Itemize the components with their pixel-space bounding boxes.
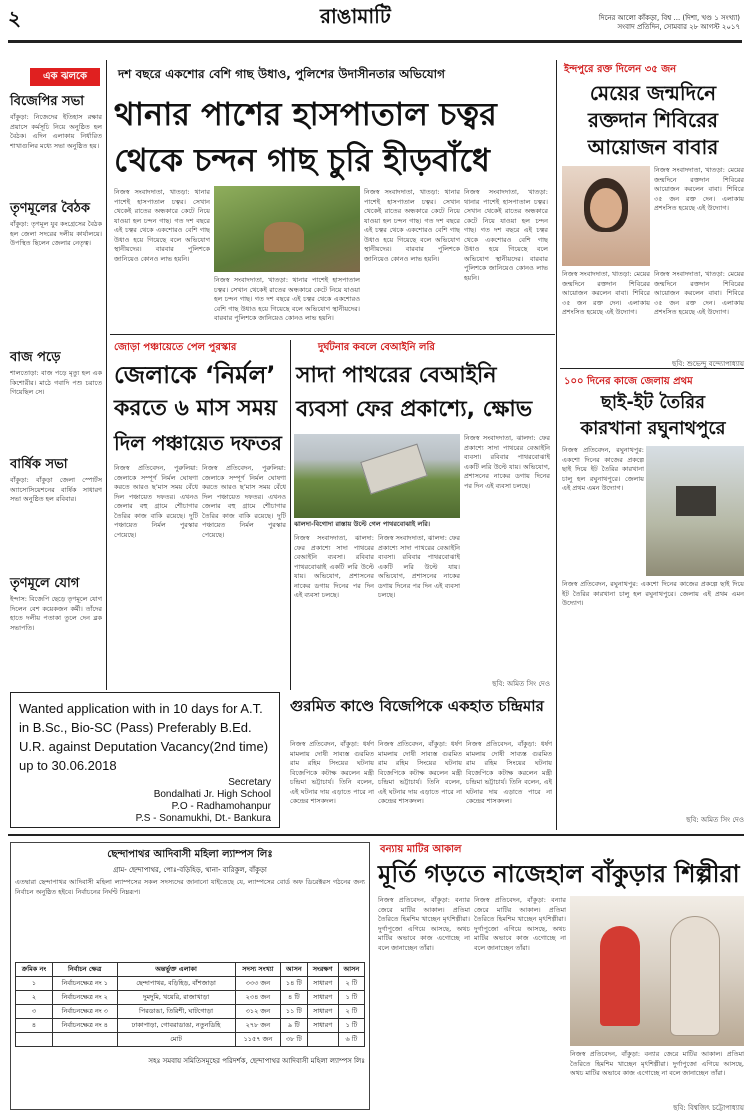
artisan-figure bbox=[600, 926, 640, 1026]
column-rule bbox=[290, 340, 291, 690]
birthday-body-col-2: নিজস্ব সংবাদদাতা, খাতড়া: মেয়ের জন্মদিনে রক্তদান শিবিরের আয়োজন করলেন বাবা। শিবিরে ৩৫ জন রক্ত দেন। এলাকায় প্রশংসিত হয়েছে এই উদ্যোগ। bbox=[562, 270, 650, 316]
nirmal-kicker: জোড়া পঞ্চায়েতে পেল পুরস্কার bbox=[114, 342, 237, 353]
plaque-shape bbox=[676, 486, 716, 516]
birthday-photo-girl bbox=[562, 166, 650, 266]
chandrima-headline: গুরমিত কাণ্ডে বিজেপিকে একহাত চন্দ্রিমার bbox=[290, 697, 544, 715]
brick-headline-1: ছাই-ইট তৈরির bbox=[600, 392, 706, 413]
table-cell: ১১ টি bbox=[281, 1005, 307, 1019]
table-cell: সাধারণ bbox=[307, 977, 338, 991]
lead-body-continued: নিজস্ব সংবাদদাতা, খাতড়া: থানার পাশেই হাসপাতাল চত্বর। সেখান থেকেই রাতের অন্ধকারে কেটে নিয়ে যাওয়া হল চন্দন গাছ। গত দশ বছরে এই চত্বর থেকে একশোরও বেশি গাছ উধাও হয়ে গিয়েছে বলে অভিযোগ স্থানীয়দের। বারবার পুলিশকে জানিয়েও কোনও লাভ হয়নি। bbox=[214, 276, 360, 322]
table-header: নির্বাচন ক্ষেত্র bbox=[52, 963, 117, 977]
table-header: সদস্য সংখ্যা bbox=[235, 963, 281, 977]
truck-shape bbox=[360, 444, 428, 495]
table-cell: ১১৫৭ জন bbox=[235, 1033, 281, 1047]
table-cell bbox=[52, 1033, 117, 1047]
job-ad-line-4: up to 30.06.2018 bbox=[19, 758, 117, 773]
table-row bbox=[16, 977, 365, 991]
section-title: রাঙামাটি bbox=[320, 4, 391, 28]
table-cell: ২৩৪ জন bbox=[235, 991, 281, 1005]
job-ad-sign-2: Bondalhati Jr. High School bbox=[153, 789, 271, 800]
notice-org: ছেন্দাপাথর আদিবাসী মহিলা ল্যাম্পস লিঃ bbox=[107, 849, 273, 860]
table-cell: ছেন্দাপাথর, বড়িহিড়, বাঁশজাড়া bbox=[117, 977, 235, 991]
table-row bbox=[16, 1019, 365, 1033]
table-cell: সাধারণ bbox=[307, 1019, 338, 1033]
masthead-rule bbox=[8, 40, 742, 43]
table-cell: দুমদুমি, খয়েরি, রাজাখাড়া bbox=[117, 991, 235, 1005]
sidebar-item-text: বাঁকুড়া: বাঁকুড়া জেলা স্পোর্টস অ্যাসোসিয়েশনের বার্ষিক সাধারণ সভা অনুষ্ঠিত হল রবিবার। bbox=[10, 476, 102, 503]
job-advertisement bbox=[10, 692, 280, 828]
chandrima-body-col-2: নিজস্ব প্রতিবেদন, বাঁকুড়া: ধর্ষণ মামলায় দোষী সাব্যস্ত গুরমিত রাম রহিম সিংয়ের ঘটনায় বিজেপিকে কটাক্ষ করলেন মন্ত্রী চন্দ্রিমা ভট্টাচার্য। তিনি বলেন, এই ঘটনার দায় এড়াতে পারে না কেন্দ্রের শাসকদল। bbox=[378, 740, 462, 805]
notice-intro: এতদ্বারা ছেন্দাপাথর আদিবাসী মহিলা ল্যাম্পসের সকল সদস্যদের জানানো যাইতেছে যে, ল্যাম্পসের বোর্ড অফ ডিরেক্টরস গঠনের জন্য নির্বাচন অনুষ্ঠিত হইবে। নির্বাচনের নির্ঘণ্ট নিম্নরূপ। bbox=[15, 878, 365, 896]
table-cell: ৩৩৩ জন bbox=[235, 977, 281, 991]
stone-body: নিজস্ব সংবাদদাতা, ঝালদা: ফের প্রকাশ্যে সাদা পাথরের বেআইনি ব্যবসা। রবিবার পাথরবোঝাই একটি লরি উল্টে যায়। অভিযোগ, প্রশাসনের নাকের ডগায় দিনের পর দিন এই ব্যবসা চলছে। bbox=[294, 534, 374, 599]
birthday-body-col-3: নিজস্ব সংবাদদাতা, খাতড়া: মেয়ের জন্মদিনে রক্তদান শিবিরের আয়োজন করলেন বাবা। শিবিরে ৩৫ জন রক্ত দেন। এলাকায় প্রশংসিত হয়েছে এই উদ্যোগ। bbox=[654, 270, 744, 316]
table-header: আসন bbox=[338, 963, 364, 977]
table-cell: ঢাকাপাড়া, গোবরাডাঙা, নতুনডিহি bbox=[117, 1019, 235, 1033]
table-cell: পিরডাঙা, তিরিশী, ঘাটগোড়া bbox=[117, 1005, 235, 1019]
table-cell: ৯ টি bbox=[281, 1019, 307, 1033]
idol-body-col-2: নিজস্ব প্রতিবেদন, বাঁকুড়া: বন্যার জেরে মাটির আকাল। প্রতিমা তৈরিতে হিমশিম খাচ্ছেন মৃৎশিল্পীরা। দুর্গাপুজো এগিয়ে আসছে, অথচ মাটির অভাবে কাজ এগোচ্ছে না বলে জানাচ্ছেন তাঁরা। bbox=[474, 896, 566, 952]
table-row bbox=[16, 1033, 365, 1047]
stone-body-col-2: নিজস্ব সংবাদদাতা, ঝালদা: ফের প্রকাশ্যে সাদা পাথরের বেআইনি ব্যবসা। রবিবার পাথরবোঝাই একটি লরি উল্টে যায়। অভিযোগ, প্রশাসনের নাকের ডগায় দিনের পর দিন এই ব্যবসা চলছে। bbox=[378, 534, 460, 599]
table-cell: ২ টি bbox=[338, 977, 364, 991]
notice-table bbox=[15, 962, 365, 1047]
table-cell: মোট bbox=[117, 1033, 235, 1047]
brick-kicker: ১০০ দিনের কাজে জেলায় প্রথম bbox=[564, 376, 693, 387]
table-cell: ১ টি bbox=[338, 991, 364, 1005]
stone-byline: ছবি: অমিত সিং দেও bbox=[492, 680, 550, 688]
nirmal-headline-1: জেলাকে ‘নির্মল’ bbox=[114, 361, 276, 389]
idol-body-col-3: নিজস্ব প্রতিবেদন, বাঁকুড়া: বন্যার জেরে মাটির আকাল। প্রতিমা তৈরিতে হিমশিম খাচ্ছেন মৃৎশিল্পীরা। দুর্গাপুজো এগিয়ে আসছে, অথচ মাটির অভাবে কাজ এগোচ্ছে না বলে জানাচ্ছেন তাঁরা। bbox=[570, 1050, 744, 1077]
sidebar-item-head: তৃণমূলের বৈঠক bbox=[10, 201, 90, 216]
stone-caption: ঝালদা-বিগোদা রাস্তায় উল্টে গেল পাথরবোঝাই লরি। bbox=[294, 520, 431, 528]
nirmal-headline-2: করতে ৬ মাস সময় bbox=[114, 396, 277, 421]
job-ad-line-1: Wanted application with in 10 days for A.T. bbox=[19, 701, 263, 716]
chandrima-body-col-3: নিজস্ব প্রতিবেদন, বাঁকুড়া: ধর্ষণ মামলায় দোষী সাব্যস্ত গুরমিত রাম রহিম সিংয়ের ঘটনায় বিজেপিকে কটাক্ষ করলেন মন্ত্রী চন্দ্রিমা ভট্টাচার্য। তিনি বলেন, এই ঘটনার দায় এড়াতে পারে না কেন্দ্রের শাসকদল। bbox=[466, 740, 552, 805]
brick-body: নিজস্ব প্রতিবেদন, রঘুনাথপুর: একশো দিনের কাজের প্রকল্পে ছাই দিয়ে ইট তৈরির কারখানা চালু হল রঘুনাথপুরে। জেলায় এই প্রথম এমন উদ্যোগ। bbox=[562, 446, 644, 492]
sidebar-item-head: তৃণমূলে যোগ bbox=[10, 576, 80, 591]
brick-body-col-2: নিজস্ব প্রতিবেদন, রঘুনাথপুর: একশো দিনের কাজের প্রকল্পে ছাই দিয়ে ইট তৈরির কারখানা চালু হল রঘুনাথপুরে। জেলায় এই প্রথম এমন উদ্যোগ। bbox=[562, 580, 744, 607]
tree-stump-shape bbox=[264, 222, 304, 252]
table-cell: ২ bbox=[16, 991, 53, 1005]
birthday-headline-block bbox=[562, 80, 744, 161]
dateline-line-2: সংবাদ প্রতিদিন, সোমবার ২৮ আগস্ট ২০১৭ bbox=[617, 23, 740, 31]
birthday-body: নিজস্ব সংবাদদাতা, খাতড়া: মেয়ের জন্মদিনে রক্তদান শিবিরের আয়োজন করলেন বাবা। শিবিরে ৩৫ জন রক্ত দেন। এলাকায় প্রশংসিত হয়েছে এই উদ্যোগ। bbox=[654, 166, 744, 212]
sidebar-item-text: বাঁকুড়া: তৃণমূল যুব কংগ্রেসের বৈঠক হল জেলা সদরের দলীয় কার্যালয়ে। উপস্থিত ছিলেন জেলার নেতৃত্ব। bbox=[10, 220, 102, 247]
sidebar-item bbox=[10, 199, 102, 340]
page-number: ২ bbox=[8, 6, 22, 30]
table-cell: ২৭৮ জন bbox=[235, 1019, 281, 1033]
sidebar-item bbox=[10, 574, 102, 705]
stone-headline-1: সাদা পাথরের বেআইনি bbox=[296, 363, 497, 388]
lead-headline-2: থেকে চন্দন গাছ চুরি হীড়বাঁধে bbox=[114, 141, 490, 179]
sidebar-item-head: বার্ষিক সভা bbox=[10, 457, 68, 472]
sidebar-item bbox=[10, 92, 102, 191]
table-cell: ৩১২ জন bbox=[235, 1005, 281, 1019]
brick-photo-factory bbox=[646, 446, 744, 576]
table-cell: ১৪ টি bbox=[281, 977, 307, 991]
job-ad-line-3: U.R. against Deputation Vacancy(2nd time) bbox=[19, 739, 269, 754]
nirmal-body: নিজস্ব প্রতিবেদন, পুরুলিয়া: জেলাকে সম্পূর্ণ নির্মল ঘোষণা করতে আরও ছ’মাস সময় বেঁধে দিল পঞ্চায়েত দফতর। এখনও জেলার বহু গ্রামে শৌচাগার তৈরির কাজ বাকি রয়েছে। দুটি পঞ্চায়েত নির্মল পুরস্কার পেয়েছে। bbox=[114, 464, 198, 539]
stone-body-col-3: নিজস্ব সংবাদদাতা, ঝালদা: ফের প্রকাশ্যে সাদা পাথরের বেআইনি ব্যবসা। রবিবার পাথরবোঝাই একটি লরি উল্টে যায়। অভিযোগ, প্রশাসনের নাকের ডগায় দিনের পর দিন এই ব্যবসা চলছে। bbox=[464, 434, 550, 490]
column-rule bbox=[106, 60, 107, 690]
birthday-headline-3: আয়োজন বাবার bbox=[587, 135, 719, 159]
table-cell: সাধারণ bbox=[307, 991, 338, 1005]
face-shape bbox=[590, 188, 622, 228]
table-cell: ২ টি bbox=[338, 1005, 364, 1019]
job-ad-sign-3: P.O - Radhamohanpur bbox=[171, 801, 271, 812]
table-cell: ৪ bbox=[16, 1019, 53, 1033]
dateline-line-1: দিনের আলো কাঁকড়া, বিশ্ব ... (দিশা, খণ্ড ১ সংখ্যা) bbox=[598, 14, 740, 22]
chandrima-body: নিজস্ব প্রতিবেদন, বাঁকুড়া: ধর্ষণ মামলায় দোষী সাব্যস্ত গুরমিত রাম রহিম সিংয়ের ঘটনায় বিজেপিকে কটাক্ষ করলেন মন্ত্রী চন্দ্রিমা ভট্টাচার্য। তিনি বলেন, এই ঘটনার দায় এড়াতে পারে না কেন্দ্রের শাসকদল। bbox=[290, 740, 374, 805]
brick-headline-2: কারখানা রঘুনাথপুরে bbox=[580, 418, 726, 439]
at-a-glance-label: এক ঝলকে bbox=[30, 68, 100, 86]
lead-kicker: দশ বছরে একশোর বেশি গাছ উধাও, পুলিশের উদাসীনতার অভিযোগ bbox=[118, 67, 445, 81]
table-header-row bbox=[16, 963, 365, 977]
column-rule bbox=[556, 60, 557, 830]
table-cell: সাধারণ bbox=[307, 1005, 338, 1019]
sidebar-item-head: বাজ পড়ে bbox=[10, 350, 61, 365]
table-cell: ১ bbox=[16, 977, 53, 991]
section-rule bbox=[560, 368, 744, 369]
stone-kicker: দুর্ঘটনার কবলে বেআইনি লরি bbox=[318, 342, 435, 353]
job-ad-signature bbox=[19, 777, 271, 825]
table-cell: ৬ টি bbox=[338, 1033, 364, 1047]
nirmal-body-col-2: নিজস্ব প্রতিবেদন, পুরুলিয়া: জেলাকে সম্পূর্ণ নির্মল ঘোষণা করতে আরও ছ’মাস সময় বেঁধে দিল পঞ্চায়েত দফতর। এখনও জেলার বহু গ্রামে শৌচাগার তৈরির কাজ বাকি রয়েছে। দুটি পঞ্চায়েত নির্মল পুরস্কার পেয়েছে। bbox=[202, 464, 286, 539]
table-cell bbox=[16, 1033, 53, 1047]
table-cell: ৩৮ টি bbox=[281, 1033, 307, 1047]
lead-body: নিজস্ব সংবাদদাতা, খাতড়া: থানার পাশেই হাসপাতাল চত্বর। সেখান থেকেই রাতের অন্ধকারে কেটে নিয়ে যাওয়া হল চন্দন গাছ। গত দশ বছরে এই চত্বর থেকে একশোরও বেশি গাছ উধাও হয়ে গিয়েছে বলে অভিযোগ স্থানীয়দের। বারবার পুলিশকে জানিয়েও কোনও লাভ হয়নি। bbox=[114, 188, 210, 263]
job-ad-sign-4: P.S - Sonamukhi, Dt.- Bankura bbox=[135, 813, 271, 824]
table-cell: নির্বাচনক্ষেত্র নং ৪ bbox=[52, 1019, 117, 1033]
lead-headline-1: থানার পাশের হাসপাতাল চত্বর bbox=[114, 95, 497, 133]
notice-address: গ্রাম- ছেন্দাপাথর, পোঃ-বড়িহিড়, থানা- বারিকুল, বাঁকুড়া bbox=[113, 866, 267, 874]
nirmal-headline-3: দিল পঞ্চায়েত দফতর bbox=[114, 431, 282, 455]
birthday-headline-2: রক্তদান শিবিরের bbox=[587, 108, 719, 132]
sidebar-item-head: বিজেপির সভা bbox=[10, 94, 85, 109]
job-ad-line-2: in B.Sc., Bio-SC (Pass) Preferably B.Ed. bbox=[19, 720, 252, 735]
dateline bbox=[599, 14, 740, 32]
idol-kicker: বন্যায় মাটির আকাল bbox=[380, 844, 462, 855]
table-header: আসন bbox=[281, 963, 307, 977]
table-header: ক্রমিক নং bbox=[16, 963, 53, 977]
table-cell: নির্বাচনক্ষেত্র নং ১ bbox=[52, 977, 117, 991]
brick-byline: ছবি: অমিত সিং দেও bbox=[686, 816, 744, 824]
fold-rule bbox=[8, 834, 744, 836]
idol-byline: ছবি: বিশ্বজিৎ চট্টোপাধ্যায় bbox=[673, 1104, 744, 1112]
stone-headline-2: ব্যবসা ফের প্রকাশ্যে, ক্ষোভ bbox=[296, 397, 533, 422]
idol-photo-artisan bbox=[570, 896, 744, 1046]
table-header: অন্তর্ভুক্ত এলাকা bbox=[117, 963, 235, 977]
idol-figure bbox=[670, 916, 720, 1036]
election-notice bbox=[10, 842, 370, 1110]
idol-body: নিজস্ব প্রতিবেদন, বাঁকুড়া: বন্যার জেরে মাটির আকাল। প্রতিমা তৈরিতে হিমশিম খাচ্ছেন মৃৎশিল্পীরা। দুর্গাপুজো এগিয়ে আসছে, অথচ মাটির অভাবে কাজ এগোচ্ছে না বলে জানাচ্ছেন তাঁরা। bbox=[378, 896, 470, 952]
lead-bottom-rule bbox=[110, 334, 555, 335]
lead-body-col-4: নিজস্ব সংবাদদাতা, খাতড়া: থানার পাশেই হাসপাতাল চত্বর। সেখান থেকেই রাতের অন্ধকারে কেটে নিয়ে যাওয়া হল চন্দন গাছ। গত দশ বছরে এই চত্বর থেকে একশোরও বেশি গাছ উধাও হয়ে গিয়েছে বলে অভিযোগ স্থানীয়দের। বারবার পুলিশকে জানিয়েও কোনও লাভ হয়নি। bbox=[464, 188, 548, 282]
table-cell: নির্বাচনক্ষেত্র নং ২ bbox=[52, 991, 117, 1005]
table-cell bbox=[307, 1033, 338, 1047]
idol-headline: মূর্তি গড়তে নাজেহাল বাঁকুড়ার শিল্পীরা bbox=[378, 860, 740, 888]
brick-headline-block bbox=[562, 390, 744, 442]
sidebar-item-text: শালতোড়া: বাজ পড়ে মৃত্যু হল এক কিশোরীর। মাঠে গবাদি পশু চরাতে গিয়েছিল সে। bbox=[10, 369, 102, 396]
table-cell: ৩ bbox=[16, 1005, 53, 1019]
sidebar-item bbox=[10, 348, 102, 447]
sidebar-item-text: বাঁকুড়া: নিজেদের ইতিহাস রক্ষার প্রয়াসে কর্মসূচি নিয়ে অনুষ্ঠিত হল বৈঠক। এদিন এলাকায় নির্ধারিত শাখাগুলির মধ্যে সভা অনুষ্ঠিত হয়। bbox=[10, 113, 102, 150]
table-cell: ১ টি bbox=[338, 1019, 364, 1033]
table-row bbox=[16, 1005, 365, 1019]
job-ad-sign-1: Secretary bbox=[228, 777, 271, 788]
notice-footer: সহঃ সমবায় সমিতিসমূহের পরিদর্শক, ছেন্দাপাথর আদিবাসী মহিলা ল্যাম্পস লিঃ bbox=[148, 1057, 365, 1065]
table-cell: ৪ টি bbox=[281, 991, 307, 1005]
sidebar-item-text: ইন্দাস: বিজেপি ছেড়ে তৃণমূলে যোগ দিলেন বেশ কয়েকজন কর্মী। তাঁদের হাতে দলীয় পতাকা তুলে দেন ব্লক সভাপতি। bbox=[10, 595, 102, 632]
table-cell: নির্বাচনক্ষেত্র নং ৩ bbox=[52, 1005, 117, 1019]
lead-photo-tree-stump bbox=[214, 186, 360, 272]
birthday-kicker: ইন্দপুরে রক্ত দিলেন ৩৫ জন bbox=[564, 64, 677, 75]
table-row bbox=[16, 991, 365, 1005]
lead-body-col-3: নিজস্ব সংবাদদাতা, খাতড়া: থানার পাশেই হাসপাতাল চত্বর। সেখান থেকেই রাতের অন্ধকারে কেটে নিয়ে যাওয়া হল চন্দন গাছ। গত দশ বছরে এই চত্বর থেকে একশোরও বেশি গাছ উধাও হয়ে গিয়েছে বলে অভিযোগ স্থানীয়দের। বারবার পুলিশকে জানিয়েও কোনও লাভ হয়নি। bbox=[364, 188, 460, 263]
sidebar bbox=[10, 92, 102, 692]
stone-photo-overturned-truck bbox=[294, 434, 460, 518]
sidebar-item bbox=[10, 455, 102, 566]
birthday-headline-1: মেয়ের জন্মদিনে bbox=[589, 81, 717, 105]
table-header: সংরক্ষণ bbox=[307, 963, 338, 977]
birthday-byline: ছবি: শুভেন্দু বন্দ্যোপাধ্যায় bbox=[672, 360, 744, 368]
